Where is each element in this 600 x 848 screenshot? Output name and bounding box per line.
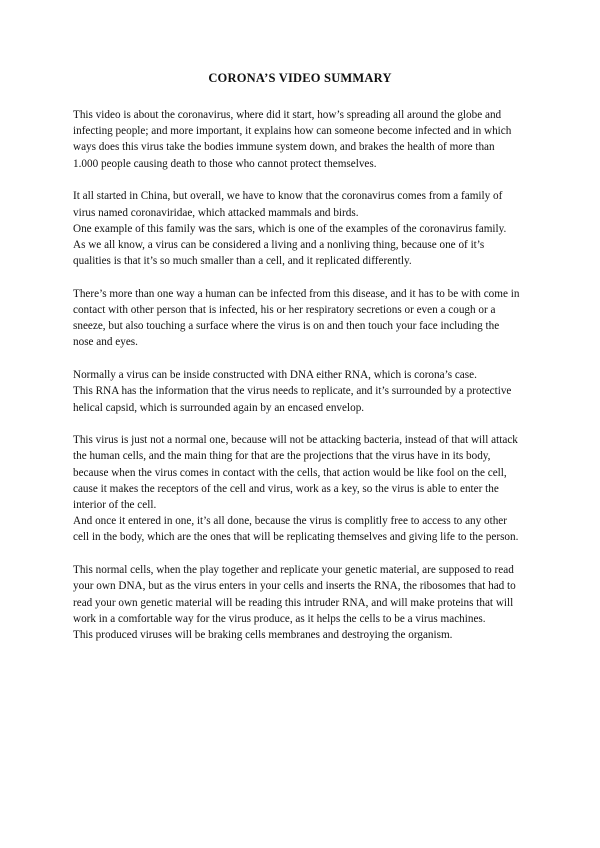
text-line: There’s more than one way a human can be infected from this disease, and it has to be with come in [73, 287, 520, 300]
text-line: infecting people; and more important, it explains how can someone become infected and in which [73, 125, 512, 138]
text-line: interior of the cell. [73, 499, 157, 512]
text-line: nose and eyes. [73, 336, 138, 349]
paragraph-intro [73, 107, 553, 172]
paragraph-replication [73, 562, 553, 643]
text-line: contact with other person that is infected, his or her respiratory secretions or even a cough or a [73, 304, 496, 317]
text-line: work in a comfortable way for the virus produce, as it helps the cells to be a virus machines. [73, 612, 486, 625]
paragraph-structure [73, 367, 553, 416]
paragraph-attack [73, 432, 553, 545]
document-title: CORONA’S VIDEO SUMMARY [208, 71, 392, 85]
text-line: helical capsid, which is surrounded again by an encased envelop. [73, 401, 365, 414]
text-line: the human cells, and the main thing for that are the projections that the virus have in its body, [73, 450, 491, 463]
text-line: your own DNA, but as the virus enters in your cells and inserts the RNA, the ribosomes that had to [73, 580, 516, 593]
text-line: And once it entered in one, it’s all done, because the virus is complitly free to access to any other [73, 515, 508, 528]
text-line: This produced viruses will be braking cells membranes and destroying the organism. [73, 628, 453, 641]
text-line: ways does this virus take the bodies immune system down, and brakes the health of more than [73, 141, 495, 154]
text-line: This normal cells, when the play together and replicate your genetic material, are supposed to read [73, 564, 514, 577]
text-line: sneeze, but also touching a surface where the virus is on and then touch your face including the [73, 320, 500, 333]
text-line: Normally a virus can be inside constructed with DNA either RNA, which is corona’s case. [73, 369, 477, 382]
text-line: qualities is that it’s so much smaller than a cell, and it replicated differently. [73, 255, 412, 268]
text-line: cell in the body, which are the ones that will be replicating themselves and giving life to the person. [73, 531, 519, 544]
text-line: It all started in China, but overall, we have to know that the coronavirus comes from a family of [73, 190, 503, 203]
text-line: This RNA has the information that the virus needs to replicate, and it’s surrounded by a protective [73, 385, 512, 398]
text-line: This virus is just not a normal one, because will not be attacking bacteria, instead of that will attack [73, 434, 518, 447]
text-line: As we all know, a virus can be considered a living and a nonliving thing, because one of it’s [73, 238, 485, 251]
text-line: One example of this family was the sars, which is one of the examples of the coronavirus family. [73, 222, 507, 235]
text-line: read your own genetic material will be reading this intruder RNA, and will make proteins that will [73, 596, 514, 609]
text-line: because when the virus comes in contact with the cells, that action would be like fool on the cell, [73, 466, 507, 479]
paragraph-origin [73, 188, 553, 269]
text-line: virus named coronaviridae, which attacked mammals and birds. [73, 206, 359, 219]
text-line: This video is about the coronavirus, where did it start, how’s spreading all around the globe and [73, 109, 502, 121]
text-line: cause it makes the receptors of the cell and virus, work as a key, so the virus is able to enter the [73, 482, 499, 495]
document-body [73, 107, 553, 660]
paragraph-infection [73, 286, 553, 351]
text-line: 1.000 people causing death to those who cannot protect themselves. [73, 157, 377, 170]
